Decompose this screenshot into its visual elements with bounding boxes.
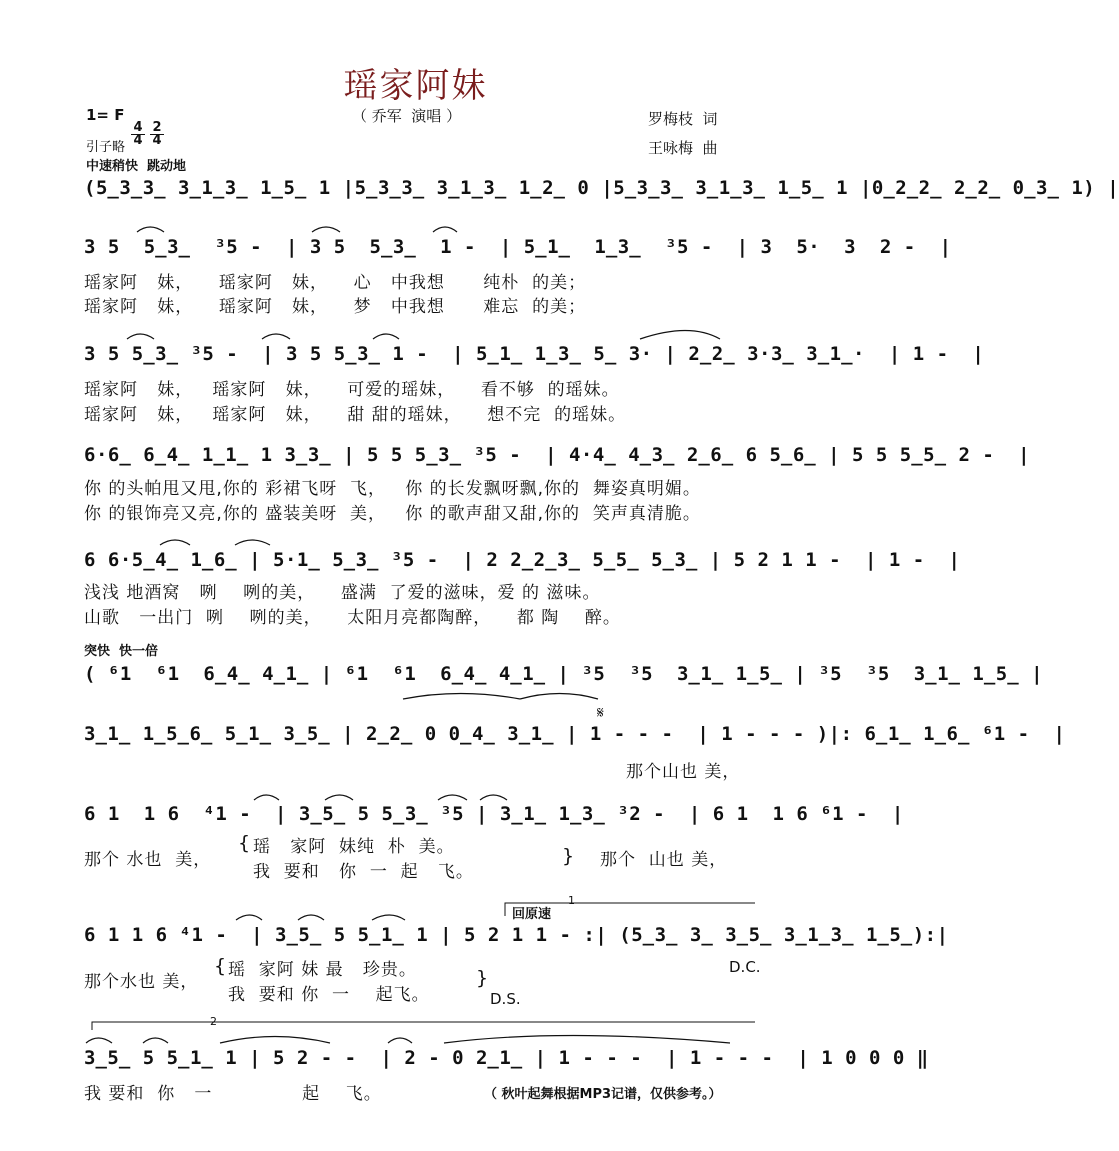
lyric-line: 你 的银饰亮又亮,你的 盛装美呀 美， 你 的歌声甜又甜,你的 笑声真清脆。	[84, 504, 701, 524]
page-title: 瑶家阿妹	[343, 66, 488, 106]
verse-a-lyric: 瑶 家阿 妹 最 珍贵。	[228, 960, 417, 980]
dc-marking: D.C.	[729, 958, 761, 976]
verse-b-lyric: 我 要和 你 一 起飞。	[228, 985, 430, 1005]
tempo-marking: 中速稍快 跳动地	[86, 159, 187, 174]
lyric-line: 你 的头帕甩又甩,你的 彩裙飞呀 飞， 你 的长发飘呀飘,你的 舞姿真明媚。	[84, 479, 701, 499]
music-row: 6 1 1 6 ⁴1 - | 3̲5̲ 5 5̲1̲ 1 | 5 2 1 1 - :| (5̲3̲ 3̲ 3̲5̲ 3̲1̲3̲ 1̲5̲):|	[84, 924, 949, 946]
music-row: 6·6̲ 6̲4̲ 1̲1̲ 1 3̲3̲ | 5 5 5̲3̲ ³5 - | 4·4̲ 4̲3̲ 2̲6̲ 6 5̲6̲ | 5 5 5̲5̲ 2 - |	[84, 444, 1031, 466]
lyric-line: 山歌 一出门 咧 咧的美， 太阳月亮都陶醉， 都 陶 醉。	[84, 608, 621, 628]
lyric-line: 瑶家阿 妹， 瑶家阿 妹， 甜 甜的瑶妹， 想不完 的瑶妹。	[84, 405, 627, 425]
ds-marking: D.S.	[490, 990, 521, 1008]
verse-b-lyric: 我 要和 你 一 起 飞。	[253, 862, 474, 882]
slur-marks	[86, 227, 730, 1043]
brace-icon: {	[214, 955, 228, 977]
brace-icon: {	[238, 832, 252, 854]
time-signature-1: 4 4	[131, 98, 145, 159]
music-row: 3̲1̲ 1̲5̲6̲ 5̲1̲ 3̲5̲ | 2̲2̲ 0 0̲4̲ 3̲1̲ | 1 - - - | 1 - - - )|: 6̲1̲ 1̲6̲ ⁶1 - |	[84, 723, 1066, 745]
verse-a-lyric: 瑶 家阿 妹纯 朴 美。	[253, 837, 455, 857]
lyric-line: 那个水也 美，	[84, 972, 199, 992]
music-row: 3̲5̲ 5 5̲1̲ 1 | 5 2 - - | 2 - 0 2̲1̲ | 1 - - - | 1 - - - | 1 0 0 0 ‖	[84, 1047, 929, 1069]
tempo-change: 突快 快一倍	[84, 644, 159, 659]
intro-note: 引子略	[86, 140, 126, 155]
segno-icon	[597, 703, 604, 722]
svg-text:𝄋: 𝄋	[597, 703, 604, 722]
brace-icon: }	[562, 845, 576, 867]
time-signature-2: 2 4	[150, 98, 164, 159]
volta-brackets	[92, 903, 755, 1030]
footnote: （ 秋叶起舞根据MP3记谱，仅供参考。）	[484, 1087, 722, 1102]
lyric-line: 瑶家阿 妹， 瑶家阿 妹， 心 中我想 纯朴 的美；	[84, 273, 587, 293]
music-row: 3 5 5̲3̲ ³5 - | 3 5 5̲3̲ 1 - | 5̲1̲ 1̲3̲ 5̲ 3· | 2̲2̲ 3·3̲ 3̲1̲· | 1 - |	[84, 343, 985, 365]
composer-credit: 王咏梅 曲	[648, 139, 718, 157]
lyricist-credit: 罗梅枝 词	[648, 110, 718, 128]
music-row: 6 6·5̲4̲ 1̲6̲ | 5·1̲ 5̲3̲ ³5 - | 2 2̲2̲3̲ 5̲5̲ 5̲3̲ | 5 2 1 1 - | 1 - |	[84, 549, 961, 571]
lyric-line: 瑶家阿 妹， 瑶家阿 妹， 梦 中我想 难忘 的美；	[84, 297, 587, 317]
lyric-line: 那个 水也 美，	[84, 850, 212, 870]
key-signature: 1= F	[86, 106, 125, 124]
music-row: ( ⁶1 ⁶1 6̲4̲ 4̲1̲ | ⁶1 ⁶1 6̲4̲ 4̲1̲ | ³5 ³5 3̲1̲ 1̲5̲ | ³5 ³5 3̲1̲ 1̲5̲ |	[84, 663, 1044, 685]
music-row: (5̲3̲3̲ 3̲1̲3̲ 1̲5̲ 1 |5̲3̲3̲ 3̲1̲3̲ 1̲2̲ 0 |5̲3̲3̲ 3̲1̲3̲ 1̲5̲ 1 |0̲2̲2̲ 2̲2̲ 0̲3̲ 1) |	[84, 177, 1119, 199]
performer-credit: （ 乔军 演唱 ）	[352, 107, 462, 125]
brace-icon: }	[476, 967, 490, 989]
music-row: 6 1 1 6 ⁴1 - | 3̲5̲ 5 5̲3̲ ³5 | 3̲1̲ 1̲3̲ ³2 - | 6 1 1 6 ⁶1 - |	[84, 803, 904, 825]
lyric-line: 瑶家阿 妹， 瑶家阿 妹， 可爱的瑶妹， 看不够 的瑶妹。	[84, 380, 620, 400]
return-tempo: 回原速	[512, 907, 552, 922]
lyric-line: 那个山也 美，	[626, 762, 741, 782]
lyric-line: 我 要和 你 一 起 飞。	[84, 1084, 382, 1104]
lyric-line: 那个 山也 美，	[600, 850, 728, 870]
music-row: 3 5 5̲3̲ ³5 - | 3 5 5̲3̲ 1 - | 5̲1̲ 1̲3̲ ³5 - | 3 5· 3 2 - |	[84, 236, 952, 258]
lyric-line: 浅浅 地酒窝 咧 咧的美， 盛满 了爱的滋味，爱 的 滋味。	[84, 583, 601, 603]
volta-2-number: 2	[210, 1015, 217, 1028]
volta-1-number: 1	[568, 894, 575, 907]
